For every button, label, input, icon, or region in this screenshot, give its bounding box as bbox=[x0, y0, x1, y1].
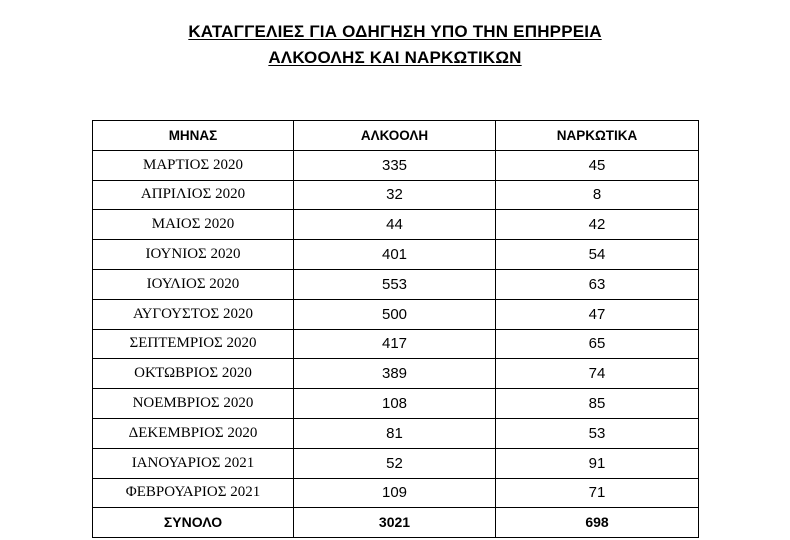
month-cell: ΣΕΠΤΕΜΡΙΟΣ 2020 bbox=[93, 329, 294, 359]
month-cell: ΔΕΚΕΜΒΡΙΟΣ 2020 bbox=[93, 418, 294, 448]
drugs-cell: 74 bbox=[496, 359, 699, 389]
header-drugs: ΝΑΡΚΩΤΙΚΑ bbox=[496, 121, 699, 151]
table-row bbox=[93, 448, 699, 478]
month-cell: ΟΚΤΩΒΡΙΟΣ 2020 bbox=[93, 359, 294, 389]
table-row bbox=[93, 269, 699, 299]
table-row bbox=[93, 329, 699, 359]
drugs-cell: 85 bbox=[496, 389, 699, 419]
alcohol-cell: 81 bbox=[294, 418, 496, 448]
drugs-cell: 45 bbox=[496, 150, 699, 180]
table-row bbox=[93, 150, 699, 180]
alcohol-cell: 389 bbox=[294, 359, 496, 389]
drugs-cell: 65 bbox=[496, 329, 699, 359]
month-cell: ΙΑΝΟΥΑΡΙΟΣ 2021 bbox=[93, 448, 294, 478]
alcohol-cell: 32 bbox=[294, 180, 496, 210]
alcohol-cell: 553 bbox=[294, 269, 496, 299]
alcohol-cell: 108 bbox=[294, 389, 496, 419]
alcohol-cell: 109 bbox=[294, 478, 496, 508]
total-alcohol: 3021 bbox=[294, 508, 496, 538]
table-row bbox=[93, 299, 699, 329]
table-row bbox=[93, 180, 699, 210]
reports-table bbox=[92, 120, 699, 538]
alcohol-cell: 417 bbox=[294, 329, 496, 359]
drugs-cell: 71 bbox=[496, 478, 699, 508]
document-title-line-1: ΚΑΤΑΓΓΕΛΙΕΣ ΓΙΑ ΟΔΗΓΗΣΗ ΥΠΟ ΤΗΝ ΕΠΗΡΡΕΙΑ bbox=[188, 22, 602, 41]
drugs-cell: 53 bbox=[496, 418, 699, 448]
total-label: ΣΥΝΟΛΟ bbox=[93, 508, 294, 538]
table-row bbox=[93, 418, 699, 448]
table-row bbox=[93, 389, 699, 419]
month-cell: ΑΠΡΙΛΙΟΣ 2020 bbox=[93, 180, 294, 210]
drugs-cell: 63 bbox=[496, 269, 699, 299]
table-row bbox=[93, 240, 699, 270]
total-row bbox=[93, 508, 699, 538]
month-cell: ΜΑΡΤΙΟΣ 2020 bbox=[93, 150, 294, 180]
month-cell: ΙΟΥΝΙΟΣ 2020 bbox=[93, 240, 294, 270]
header-month: ΜΗΝΑΣ bbox=[93, 121, 294, 151]
alcohol-cell: 52 bbox=[294, 448, 496, 478]
alcohol-cell: 401 bbox=[294, 240, 496, 270]
table-row bbox=[93, 478, 699, 508]
month-cell: ΙΟΥΛΙΟΣ 2020 bbox=[93, 269, 294, 299]
month-cell: ΜΑΙΟΣ 2020 bbox=[93, 210, 294, 240]
header-alcohol: ΑΛΚΟΟΛΗ bbox=[294, 121, 496, 151]
month-cell: ΝΟΕΜΒΡΙΟΣ 2020 bbox=[93, 389, 294, 419]
table-header-row bbox=[93, 121, 699, 151]
table-row bbox=[93, 210, 699, 240]
alcohol-cell: 500 bbox=[294, 299, 496, 329]
drugs-cell: 47 bbox=[496, 299, 699, 329]
drugs-cell: 42 bbox=[496, 210, 699, 240]
alcohol-cell: 335 bbox=[294, 150, 496, 180]
document-title-line-2: ΑΛΚΟΟΛΗΣ ΚΑΙ ΝΑΡΚΩΤΙΚΩΝ bbox=[268, 48, 522, 67]
drugs-cell: 91 bbox=[496, 448, 699, 478]
month-cell: ΑΥΓΟΥΣΤΟΣ 2020 bbox=[93, 299, 294, 329]
table-row bbox=[93, 359, 699, 389]
month-cell: ΦΕΒΡΟΥΑΡΙΟΣ 2021 bbox=[93, 478, 294, 508]
drugs-cell: 54 bbox=[496, 240, 699, 270]
total-drugs: 698 bbox=[496, 508, 699, 538]
drugs-cell: 8 bbox=[496, 180, 699, 210]
alcohol-cell: 44 bbox=[294, 210, 496, 240]
